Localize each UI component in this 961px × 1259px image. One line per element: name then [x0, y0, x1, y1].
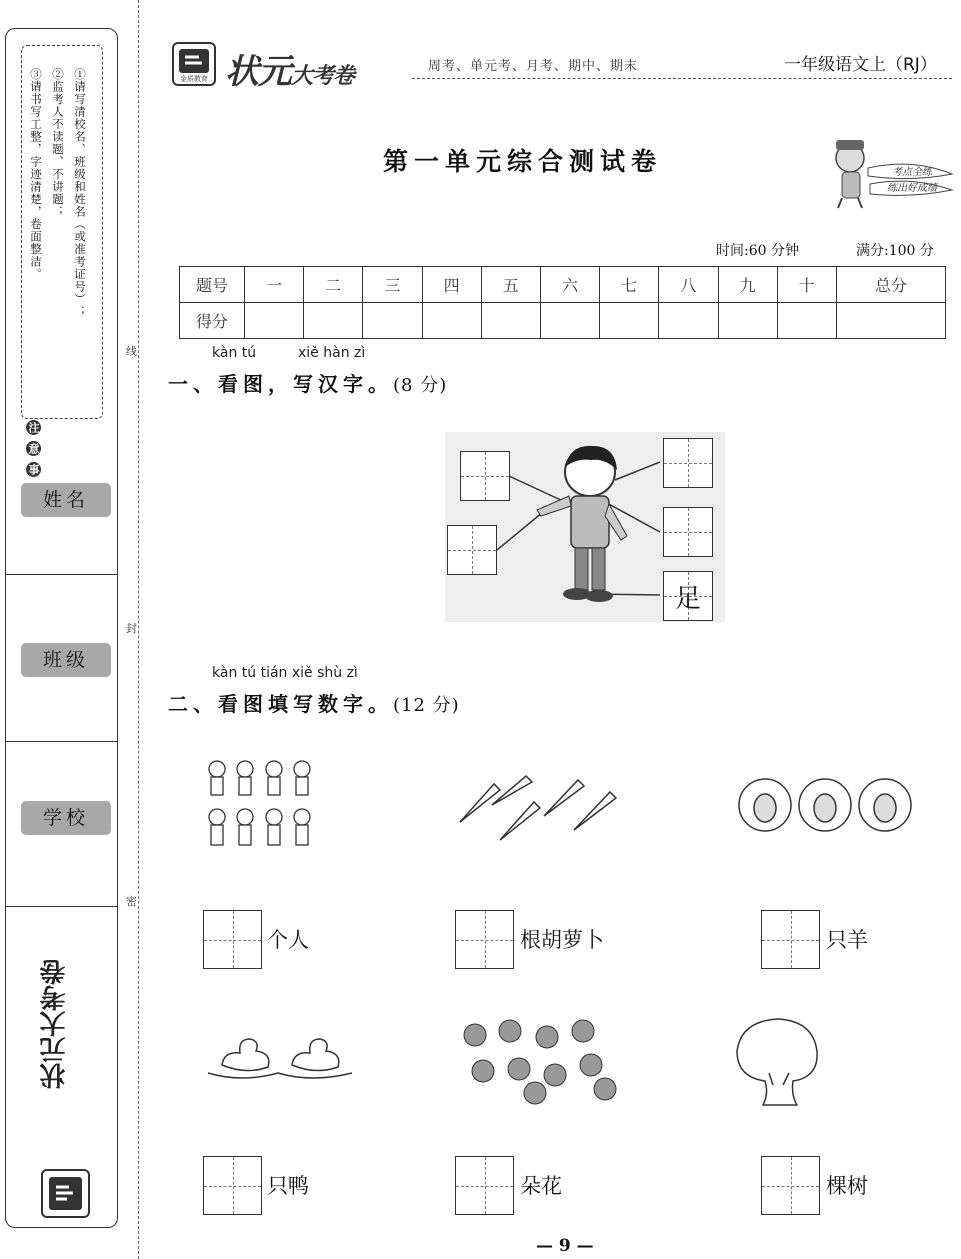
- grade-label: 一年级语文上（RJ）: [784, 55, 937, 75]
- notice-label-char: 注: [27, 422, 40, 433]
- score-input-cell[interactable]: [304, 303, 363, 339]
- q1-heading: [168, 368, 447, 397]
- table-cell: 得分: [180, 303, 245, 339]
- q1-pinyin-a: kàn tú: [212, 345, 257, 361]
- notice-line-2: ②监考人不读题、不讲题；: [51, 68, 65, 218]
- time-limit: 时间:60 分钟: [716, 243, 799, 259]
- table-cell: 总分: [836, 267, 945, 303]
- people-picture: [202, 755, 322, 864]
- cut-mark: 密: [126, 895, 137, 908]
- score-input-cell[interactable]: [659, 303, 718, 339]
- answer-box-ducks[interactable]: [203, 1156, 262, 1215]
- page-number: — 9 —: [536, 1236, 594, 1256]
- score-table-header-row: [180, 267, 946, 303]
- score-input-cell[interactable]: [363, 303, 422, 339]
- score-table-score-row: [180, 303, 946, 339]
- header-rule: [412, 78, 952, 79]
- sidebar-divider: [6, 574, 117, 575]
- page-title: 第一单元综合测试卷: [383, 147, 663, 176]
- q2-pinyin: kàn tú tián xiě shù zì: [212, 665, 358, 681]
- score-input-cell[interactable]: [836, 303, 945, 339]
- tree-picture: [733, 1015, 823, 1114]
- q1-heading-text: 一、看图，写汉字。: [168, 372, 393, 396]
- answer-box-tree[interactable]: [761, 1156, 820, 1215]
- score-input-cell[interactable]: [777, 303, 836, 339]
- full-score: 满分:100 分: [856, 243, 934, 259]
- answer-box-flowers[interactable]: [455, 1156, 514, 1215]
- table-cell: 五: [481, 267, 540, 303]
- header-subtitle: 周考、单元考、月考、期中、期末: [428, 59, 639, 74]
- mascot-text-2: 练出好成绩: [887, 183, 937, 194]
- table-cell: 一: [245, 267, 304, 303]
- ducks-picture: [202, 1025, 362, 1089]
- mascot-icon: [828, 132, 956, 212]
- brand-small-text: 金质教育: [180, 75, 208, 83]
- unit-ducks: 只鸭: [267, 1174, 309, 1198]
- notice-label-char: 意: [27, 442, 40, 454]
- sidebar-divider: [6, 741, 117, 742]
- sidebar-divider: [6, 906, 117, 907]
- score-input-cell[interactable]: [600, 303, 659, 339]
- unit-carrots: 根胡萝卜: [520, 928, 604, 952]
- answer-box-sheep[interactable]: [761, 910, 820, 969]
- unit-flowers: 朵花: [520, 1174, 562, 1198]
- unit-tree: 棵树: [826, 1174, 868, 1198]
- unit-sheep: 只羊: [826, 928, 868, 952]
- notice-line-1: ①请写清校名、班级和姓名（或准考证号）；: [73, 68, 87, 318]
- table-cell: 题号: [180, 267, 245, 303]
- cut-mark: 线: [126, 345, 137, 358]
- score-input-cell[interactable]: [245, 303, 304, 339]
- table-cell: 六: [540, 267, 599, 303]
- table-cell: 二: [304, 267, 363, 303]
- notice-box: [21, 45, 103, 419]
- sidebar-panel: [5, 28, 118, 1228]
- answer-box-carrots[interactable]: [455, 910, 514, 969]
- table-cell: 十: [777, 267, 836, 303]
- q2-heading-text: 二、看图填写数字。: [168, 692, 393, 716]
- class-label: 班级: [21, 643, 111, 677]
- table-cell: 四: [422, 267, 481, 303]
- mascot-text-1: 考点全练: [892, 167, 932, 178]
- char-box-foot: [663, 571, 713, 621]
- q1-points: (8 分): [393, 375, 448, 396]
- header-logo: [225, 44, 354, 93]
- notice-label-char: 事: [27, 463, 40, 475]
- char-box-ear[interactable]: [460, 451, 510, 501]
- flowers-picture: [455, 1015, 623, 1109]
- score-input-cell[interactable]: [540, 303, 599, 339]
- filled-char: 足: [674, 583, 701, 614]
- header-logo-text: 状元: [225, 52, 291, 92]
- q2-points: (12 分): [393, 695, 460, 716]
- char-box-mouth[interactable]: [663, 507, 713, 557]
- sidebar-logo: 状元大考卷: [40, 959, 70, 1089]
- table-cell: 三: [363, 267, 422, 303]
- cut-mark: 封: [126, 622, 137, 635]
- q1-pinyin-b: xiě hàn zì: [298, 345, 366, 361]
- score-table: [179, 266, 946, 339]
- answer-box-people[interactable]: [203, 910, 262, 969]
- name-label: 姓名: [21, 483, 111, 517]
- char-box-eye[interactable]: [663, 438, 713, 488]
- brand-logo-icon: [172, 42, 216, 86]
- notice-line-3: ③请书写工整，字迹清楚，卷面整洁。: [29, 68, 43, 281]
- brand-badge-icon: [41, 1169, 90, 1218]
- sheep-picture: [735, 770, 915, 849]
- q2-heading: [168, 688, 460, 717]
- score-input-cell[interactable]: [718, 303, 777, 339]
- table-cell: 七: [600, 267, 659, 303]
- unit-people: 个人: [267, 928, 309, 952]
- char-box-hand[interactable]: [447, 525, 497, 575]
- table-cell: 八: [659, 267, 718, 303]
- carrots-picture: [452, 770, 622, 849]
- table-cell: 九: [718, 267, 777, 303]
- score-input-cell[interactable]: [422, 303, 481, 339]
- header-logo-text-2: 大考卷: [291, 64, 355, 89]
- cut-line: [138, 0, 139, 1259]
- score-input-cell[interactable]: [481, 303, 540, 339]
- school-label: 学校: [21, 801, 111, 835]
